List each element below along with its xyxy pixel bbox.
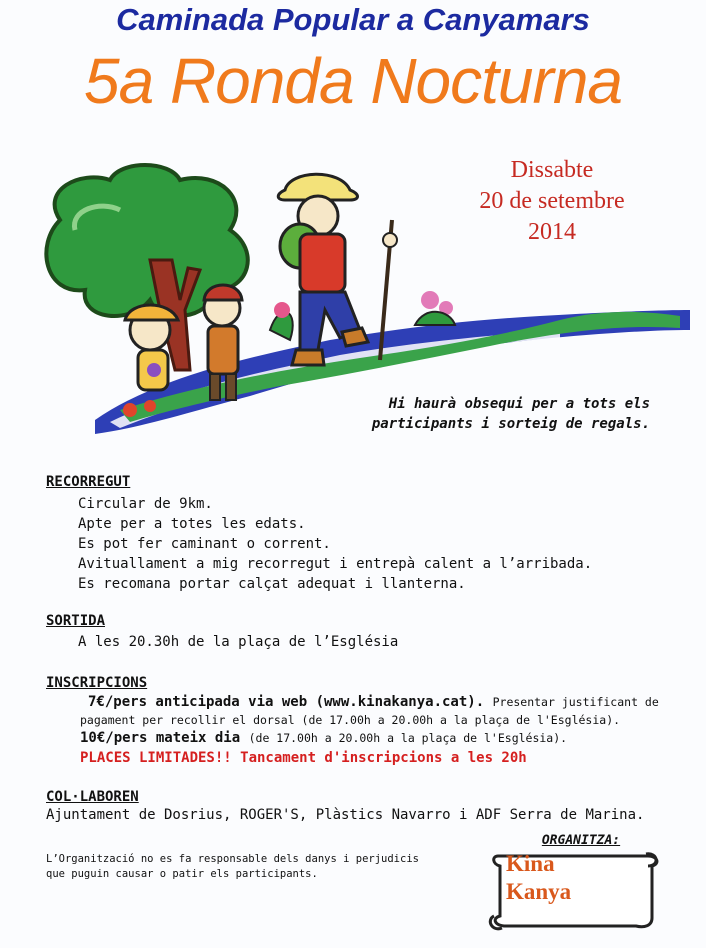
date-day: Dissabte	[510, 157, 594, 183]
price-same-day	[80, 730, 567, 746]
organizer-name	[506, 850, 571, 906]
disclaimer-line2: que puguin causar o patir els participants.	[46, 868, 318, 880]
organizer-name-line1: Kina	[506, 851, 555, 876]
recorregut-item: Circular de 9km.	[78, 496, 213, 512]
recorregut-item: Es pot fer caminant o corrent.	[78, 536, 331, 552]
recorregut-item: Apte per a totes les edats.	[78, 516, 306, 532]
inscripcions-heading: INSCRIPCIONS	[46, 675, 148, 691]
price-same-day-main: 10€/pers mateix dia	[80, 730, 241, 746]
gift-note	[340, 394, 650, 434]
disclaimer-line1: L’Organització no es fa responsable dels danys i perjudicis	[46, 853, 419, 865]
sortida-heading: SORTIDA	[46, 613, 106, 629]
gift-note-line2: participants i sorteig de regals.	[371, 416, 650, 432]
date-year: 2014	[528, 219, 576, 245]
collaboren-text: Ajuntament de Dosrius, ROGER'S, Plàstics Navarro i ADF Serra de Marina.	[46, 807, 645, 823]
recorregut-item: Es recomana portar calçat adequat i llanterna.	[78, 576, 466, 592]
organitza-label: ORGANITZA:	[541, 833, 621, 848]
places-limited: PLACES LIMITADES!! Tancament d'inscripcions a les 20h	[80, 750, 527, 766]
price-advance-main: 7€/pers anticipada via web (www.kinakanya.cat).	[88, 694, 485, 710]
recorregut-heading: RECORREGUT	[46, 474, 131, 490]
price-advance-note-2: pagament per recollir el dorsal (de 17.00h a 20.00h a la plaça de l'Església).	[80, 713, 621, 727]
recorregut-item: Avituallament a mig recorregut i entrepà calent a l’arribada.	[78, 556, 593, 572]
sortida-text: A les 20.30h de la plaça de l’Església	[78, 634, 399, 650]
price-same-day-note: (de 17.00h a 20.00h a la plaça de l'Església).	[248, 731, 568, 745]
event-title: Caminada Popular a Canyamars	[116, 2, 590, 37]
organizer-name-line2: Kanya	[506, 879, 572, 904]
price-advance	[88, 694, 659, 710]
price-advance-note: Presentar justificant de	[492, 695, 659, 709]
collaboren-heading: COL·LABOREN	[46, 789, 139, 805]
event-subtitle: 5a Ronda Nocturna	[83, 45, 623, 117]
gift-note-line1: Hi haurà obsequi per a tots els	[388, 396, 650, 412]
date-day-month: 20 de setembre	[479, 188, 625, 214]
